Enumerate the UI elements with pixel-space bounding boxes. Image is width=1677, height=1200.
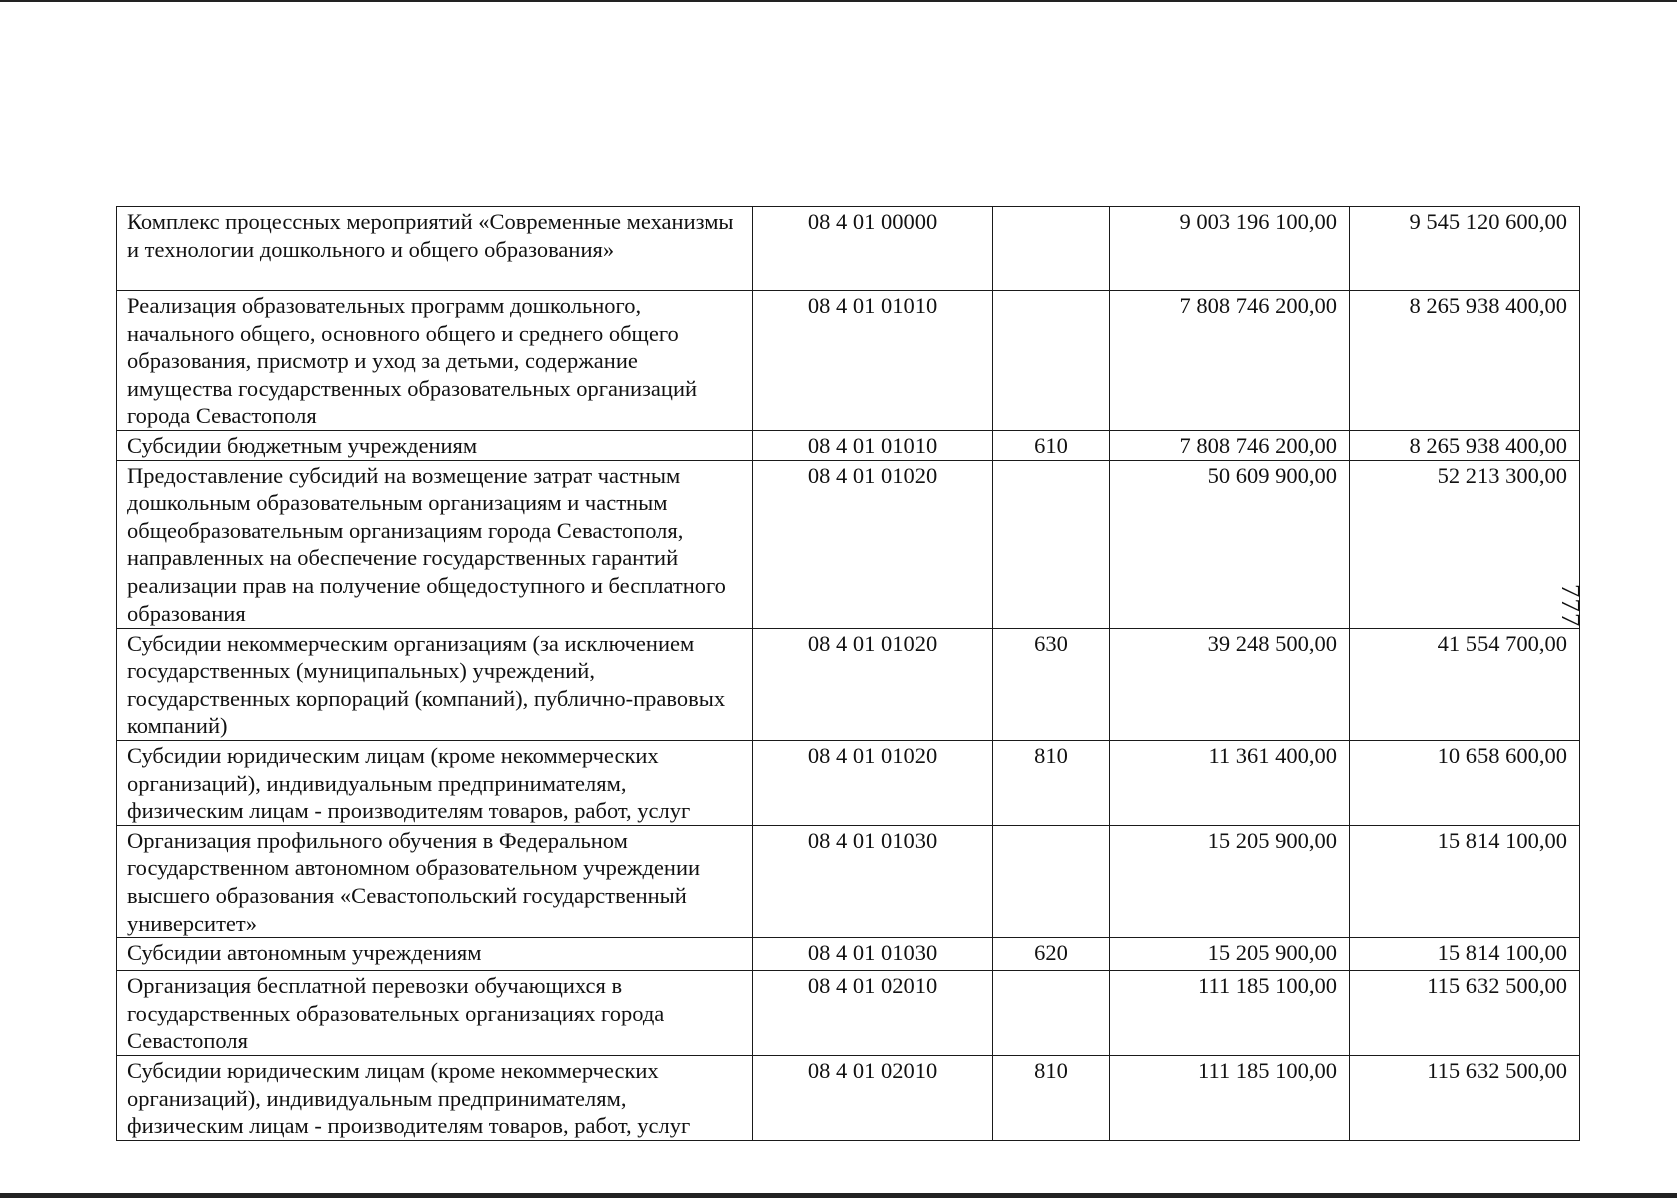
item-type [993,971,1110,1056]
item-name: Организация бесплатной перевозки обучающихся в государственных образовательных организациях города Севастополя [117,971,753,1056]
item-code: 08 4 01 02010 [753,971,993,1056]
budget-table [116,206,1580,1141]
table-row [117,740,1580,825]
table-row [117,291,1580,431]
item-amount-2: 10 658 600,00 [1350,740,1580,825]
table-row [117,1056,1580,1141]
item-type [993,825,1110,937]
item-amount-1: 50 609 900,00 [1110,460,1350,628]
item-amount-1: 7 808 746 200,00 [1110,291,1350,431]
item-code: 08 4 01 00000 [753,207,993,291]
item-name: Субсидии некоммерческим организациям (за исключением государственных (муниципальных) учреждений, государственных корпораций (компаний), публично-правовых компаний) [117,628,753,740]
table-row [117,460,1580,628]
item-code: 08 4 01 01010 [753,430,993,460]
item-name: Предоставление субсидий на возмещение затрат частным дошкольным образовательным организациям и частным общеобразовательным организациям города Севастополя, направленных на обеспечение государственных гарантий реализации прав на получение общедоступного и бесплатного образования [117,460,753,628]
item-amount-1: 39 248 500,00 [1110,628,1350,740]
item-name: Субсидии бюджетным учреждениям [117,430,753,460]
item-amount-1: 111 185 100,00 [1110,1056,1350,1141]
item-amount-2: 52 213 300,00 [1350,460,1580,628]
page-number: 777 [1556,584,1586,628]
table-row [117,207,1580,291]
table-row [117,825,1580,937]
item-amount-1: 111 185 100,00 [1110,971,1350,1056]
item-type: 610 [993,430,1110,460]
item-amount-2: 8 265 938 400,00 [1350,291,1580,431]
item-amount-1: 11 361 400,00 [1110,740,1350,825]
item-code: 08 4 01 01030 [753,938,993,971]
scan-edge-top [0,0,1677,2]
item-amount-2: 9 545 120 600,00 [1350,207,1580,291]
item-code: 08 4 01 02010 [753,1056,993,1141]
item-amount-2: 41 554 700,00 [1350,628,1580,740]
item-code: 08 4 01 01020 [753,740,993,825]
item-type [993,460,1110,628]
table-row [117,628,1580,740]
item-name: Субсидии юридическим лицам (кроме некоммерческих организаций), индивидуальным предпринимателям, физическим лицам - производителям товаров, работ, услуг [117,740,753,825]
item-name: Организация профильного обучения в Федеральном государственном автономном образовательном учреждении высшего образования «Севастопольский государственный университет» [117,825,753,937]
item-code: 08 4 01 01020 [753,628,993,740]
item-amount-2: 15 814 100,00 [1350,825,1580,937]
item-type: 630 [993,628,1110,740]
item-code: 08 4 01 01020 [753,460,993,628]
table-row [117,938,1580,971]
item-type: 620 [993,938,1110,971]
item-amount-1: 9 003 196 100,00 [1110,207,1350,291]
item-type [993,291,1110,431]
item-code: 08 4 01 01010 [753,291,993,431]
item-type [993,207,1110,291]
scan-edge-bottom [0,1193,1677,1198]
item-type: 810 [993,1056,1110,1141]
item-amount-2: 15 814 100,00 [1350,938,1580,971]
item-code: 08 4 01 01030 [753,825,993,937]
item-amount-1: 15 205 900,00 [1110,825,1350,937]
item-type: 810 [993,740,1110,825]
table-row [117,430,1580,460]
item-name: Комплекс процессных мероприятий «Современные механизмы и технологии дошкольного и общего образования» [117,207,753,291]
item-amount-2: 115 632 500,00 [1350,1056,1580,1141]
item-name: Реализация образовательных программ дошкольного, начального общего, основного общего и среднего общего образования, присмотр и уход за детьми, содержание имущества государственных образовательных организаций города Севастополя [117,291,753,431]
item-amount-2: 115 632 500,00 [1350,971,1580,1056]
item-name: Субсидии автономным учреждениям [117,938,753,971]
item-name: Субсидии юридическим лицам (кроме некоммерческих организаций), индивидуальным предпринимателям, физическим лицам - производителям товаров, работ, услуг [117,1056,753,1141]
item-amount-1: 15 205 900,00 [1110,938,1350,971]
item-amount-1: 7 808 746 200,00 [1110,430,1350,460]
table-row [117,971,1580,1056]
item-amount-2: 8 265 938 400,00 [1350,430,1580,460]
